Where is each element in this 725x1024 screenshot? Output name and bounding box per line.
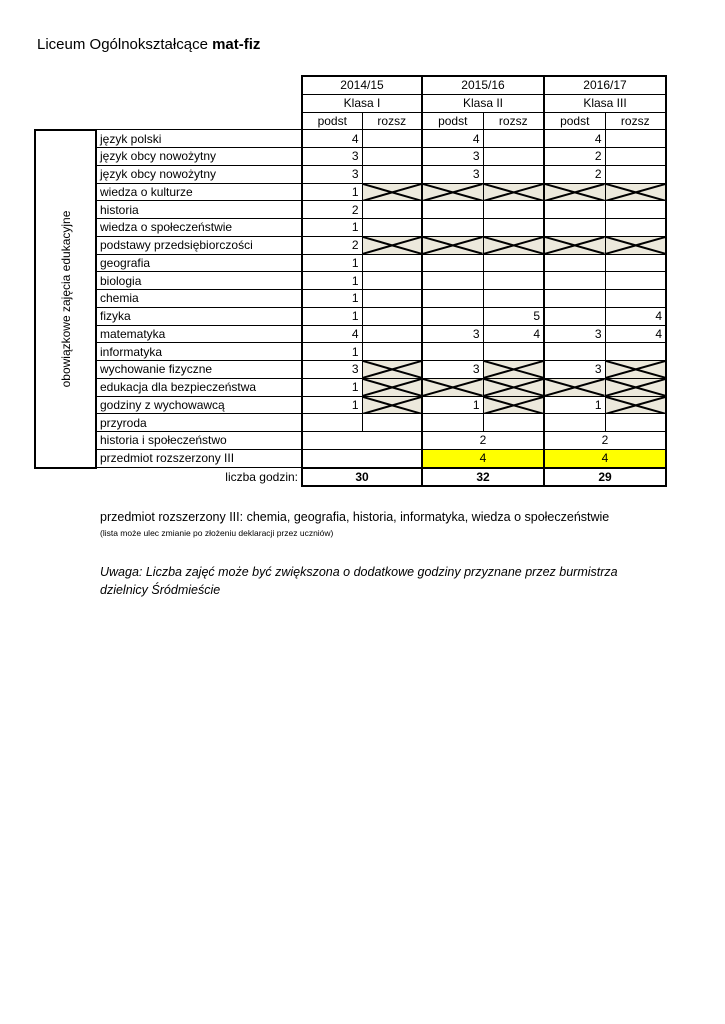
hours-cell: 1 (302, 396, 362, 414)
subject-name: godziny z wychowawcą (96, 396, 302, 414)
crossed-cell (422, 183, 483, 201)
hours-cell: 1 (302, 343, 362, 361)
total-hours: 32 (422, 468, 544, 487)
crossed-cell (483, 183, 544, 201)
hours-cell: 2 (302, 236, 362, 254)
hours-cell (605, 272, 666, 290)
subject-name: geografia (96, 254, 302, 272)
hours-cell (544, 290, 605, 308)
hours-cell (605, 201, 666, 219)
table-row (35, 307, 666, 325)
elective-note: przedmiot rozszerzony III: chemia, geografia, historia, informatyka, wiedza o społeczeństwie (100, 510, 610, 524)
hours-cell (605, 254, 666, 272)
table-row (35, 361, 666, 379)
hours-cell: 2 (544, 432, 666, 450)
totals-blank (35, 468, 96, 487)
hours-cell: 1 (302, 183, 362, 201)
hours-cell (302, 414, 362, 432)
hours-cell (362, 307, 422, 325)
hours-cell (422, 254, 483, 272)
table-row (35, 219, 666, 237)
hours-cell (483, 414, 544, 432)
table-row (35, 449, 666, 467)
hours-cell (544, 219, 605, 237)
hours-cell: 3 (422, 325, 483, 343)
subject-name: informatyka (96, 343, 302, 361)
subject-name: wiedza o kulturze (96, 183, 302, 201)
totals-label: liczba godzin: (225, 470, 298, 485)
header-blank (35, 76, 96, 94)
hours-cell (362, 290, 422, 308)
crossed-cell (483, 236, 544, 254)
hours-cell (362, 148, 422, 166)
hours-cell (605, 343, 666, 361)
hours-cell (544, 343, 605, 361)
table-row (35, 396, 666, 414)
hours-cell (422, 307, 483, 325)
subject-name: podstawy przedsiębiorczości (96, 236, 302, 254)
hours-cell (362, 130, 422, 148)
hours-cell: 1 (302, 378, 362, 396)
table-row (35, 414, 666, 432)
hours-cell (362, 414, 422, 432)
crossed-cell (362, 378, 422, 396)
hours-cell (362, 272, 422, 290)
hours-cell (544, 272, 605, 290)
hours-cell (483, 219, 544, 237)
hours-cell (544, 307, 605, 325)
hours-cell: 1 (422, 396, 483, 414)
subject-name: edukacja dla bezpieczeństwa (96, 378, 302, 396)
title-prefix: Liceum Ogólnokształcące (37, 36, 213, 53)
podst-header: podst (544, 112, 605, 130)
hours-cell (422, 343, 483, 361)
schedule-table (34, 75, 667, 487)
hours-cell (483, 165, 544, 183)
hours-cell: 3 (302, 165, 362, 183)
hours-cell (483, 130, 544, 148)
table-row (35, 236, 666, 254)
podst-header: podst (422, 112, 483, 130)
side-label: obowiązkowe zajęcia edukacyjne (58, 210, 73, 388)
crossed-cell (605, 236, 666, 254)
crossed-cell (362, 361, 422, 379)
class-header: Klasa I (302, 94, 422, 112)
hours-cell: 4 (483, 325, 544, 343)
crossed-cell (544, 378, 605, 396)
table-row (35, 130, 666, 148)
title-bold: mat-fiz (212, 36, 261, 53)
hours-cell: 1 (302, 254, 362, 272)
hours-cell: 1 (302, 290, 362, 308)
hours-cell (605, 290, 666, 308)
crossed-cell (422, 236, 483, 254)
crossed-cell (605, 361, 666, 379)
hours-cell (544, 414, 605, 432)
hours-cell: 4 (605, 325, 666, 343)
total-hours: 29 (544, 468, 666, 487)
hours-cell: 4 (302, 325, 362, 343)
hours-cell: 2 (544, 148, 605, 166)
subject-name: fizyka (96, 307, 302, 325)
hours-cell (483, 201, 544, 219)
crossed-cell (605, 183, 666, 201)
hours-cell (483, 254, 544, 272)
class-header: Klasa III (544, 94, 666, 112)
hours-cell: 2 (302, 201, 362, 219)
rozsz-header: rozsz (605, 112, 666, 130)
year-header: 2016/17 (544, 76, 666, 94)
subject-name: chemia (96, 290, 302, 308)
side-label-cell (35, 130, 96, 468)
hours-cell (362, 325, 422, 343)
hours-cell (605, 130, 666, 148)
header-blank (35, 112, 96, 130)
hours-cell (422, 201, 483, 219)
hours-cell (362, 343, 422, 361)
hours-cell: 2 (544, 165, 605, 183)
subject-name: historia (96, 201, 302, 219)
hours-cell (362, 254, 422, 272)
hours-cell (362, 165, 422, 183)
hours-cell (422, 219, 483, 237)
table-row (35, 343, 666, 361)
crossed-cell (422, 378, 483, 396)
hours-cell (483, 343, 544, 361)
hours-cell: 4 (605, 307, 666, 325)
subject-name: wiedza o społeczeństwie (96, 219, 302, 237)
crossed-cell (483, 361, 544, 379)
rozsz-header: rozsz (483, 112, 544, 130)
podst-header: podst (302, 112, 362, 130)
hours-cell (605, 414, 666, 432)
subject-name: historia i społeczeństwo (96, 432, 302, 450)
crossed-cell (362, 236, 422, 254)
hours-cell (362, 219, 422, 237)
hours-cell: 4 (422, 449, 544, 467)
hours-cell: 5 (483, 307, 544, 325)
hours-cell: 4 (302, 130, 362, 148)
hours-cell: 3 (422, 148, 483, 166)
hours-cell (362, 201, 422, 219)
hours-cell: 1 (302, 219, 362, 237)
table-row (35, 272, 666, 290)
hours-cell: 1 (544, 396, 605, 414)
crossed-cell (362, 396, 422, 414)
hours-cell (605, 165, 666, 183)
hours-cell: 3 (544, 325, 605, 343)
subject-name: język polski (96, 130, 302, 148)
hours-cell (302, 432, 422, 450)
hours-cell: 3 (422, 361, 483, 379)
hours-cell: 4 (422, 130, 483, 148)
hours-cell (483, 290, 544, 308)
header-blank (35, 94, 96, 112)
table-row (35, 325, 666, 343)
hours-cell (422, 290, 483, 308)
table-row (35, 183, 666, 201)
hours-cell: 1 (302, 272, 362, 290)
page-title (37, 36, 260, 53)
table-row (35, 378, 666, 396)
hours-cell (422, 414, 483, 432)
table-row (35, 254, 666, 272)
hours-cell: 4 (544, 449, 666, 467)
subject-name: język obcy nowożytny (96, 148, 302, 166)
year-header: 2015/16 (422, 76, 544, 94)
hours-cell (422, 272, 483, 290)
hours-cell (605, 148, 666, 166)
total-hours: 30 (302, 468, 422, 487)
hours-cell (302, 449, 422, 467)
subject-name: przyroda (96, 414, 302, 432)
hours-cell (483, 272, 544, 290)
subject-name: biologia (96, 272, 302, 290)
hours-cell (605, 219, 666, 237)
hours-cell: 3 (544, 361, 605, 379)
hours-cell: 3 (302, 148, 362, 166)
hours-cell (544, 201, 605, 219)
hours-cell: 3 (422, 165, 483, 183)
hours-cell: 3 (302, 361, 362, 379)
header-blank (96, 94, 302, 112)
table-row (35, 165, 666, 183)
hours-cell (483, 148, 544, 166)
class-header: Klasa II (422, 94, 544, 112)
crossed-cell (605, 396, 666, 414)
crossed-cell (544, 236, 605, 254)
elective-note-small: (lista może ulec zmianie po złożeniu deklaracji przez uczniów) (100, 528, 334, 538)
crossed-cell (544, 183, 605, 201)
hours-cell: 2 (422, 432, 544, 450)
crossed-cell (362, 183, 422, 201)
hours-cell: 1 (302, 307, 362, 325)
remark-note: Uwaga: Liczba zajęć może być zwiększona o dodatkowe godziny przyznane przez burmistrza dzielnicy Śródmieście (100, 565, 618, 597)
header-blank (96, 76, 302, 94)
table-row (35, 148, 666, 166)
crossed-cell (483, 396, 544, 414)
hours-cell: 4 (544, 130, 605, 148)
rozsz-header: rozsz (362, 112, 422, 130)
subject-name: przedmiot rozszerzony III (96, 449, 302, 467)
year-header: 2014/15 (302, 76, 422, 94)
subject-name: język obcy nowożytny (96, 165, 302, 183)
header-blank (96, 112, 302, 130)
crossed-cell (483, 378, 544, 396)
table-row (35, 290, 666, 308)
crossed-cell (605, 378, 666, 396)
hours-cell (544, 254, 605, 272)
subject-name: wychowanie fizyczne (96, 361, 302, 379)
table-row (35, 201, 666, 219)
subject-name: matematyka (96, 325, 302, 343)
table-row (35, 432, 666, 450)
